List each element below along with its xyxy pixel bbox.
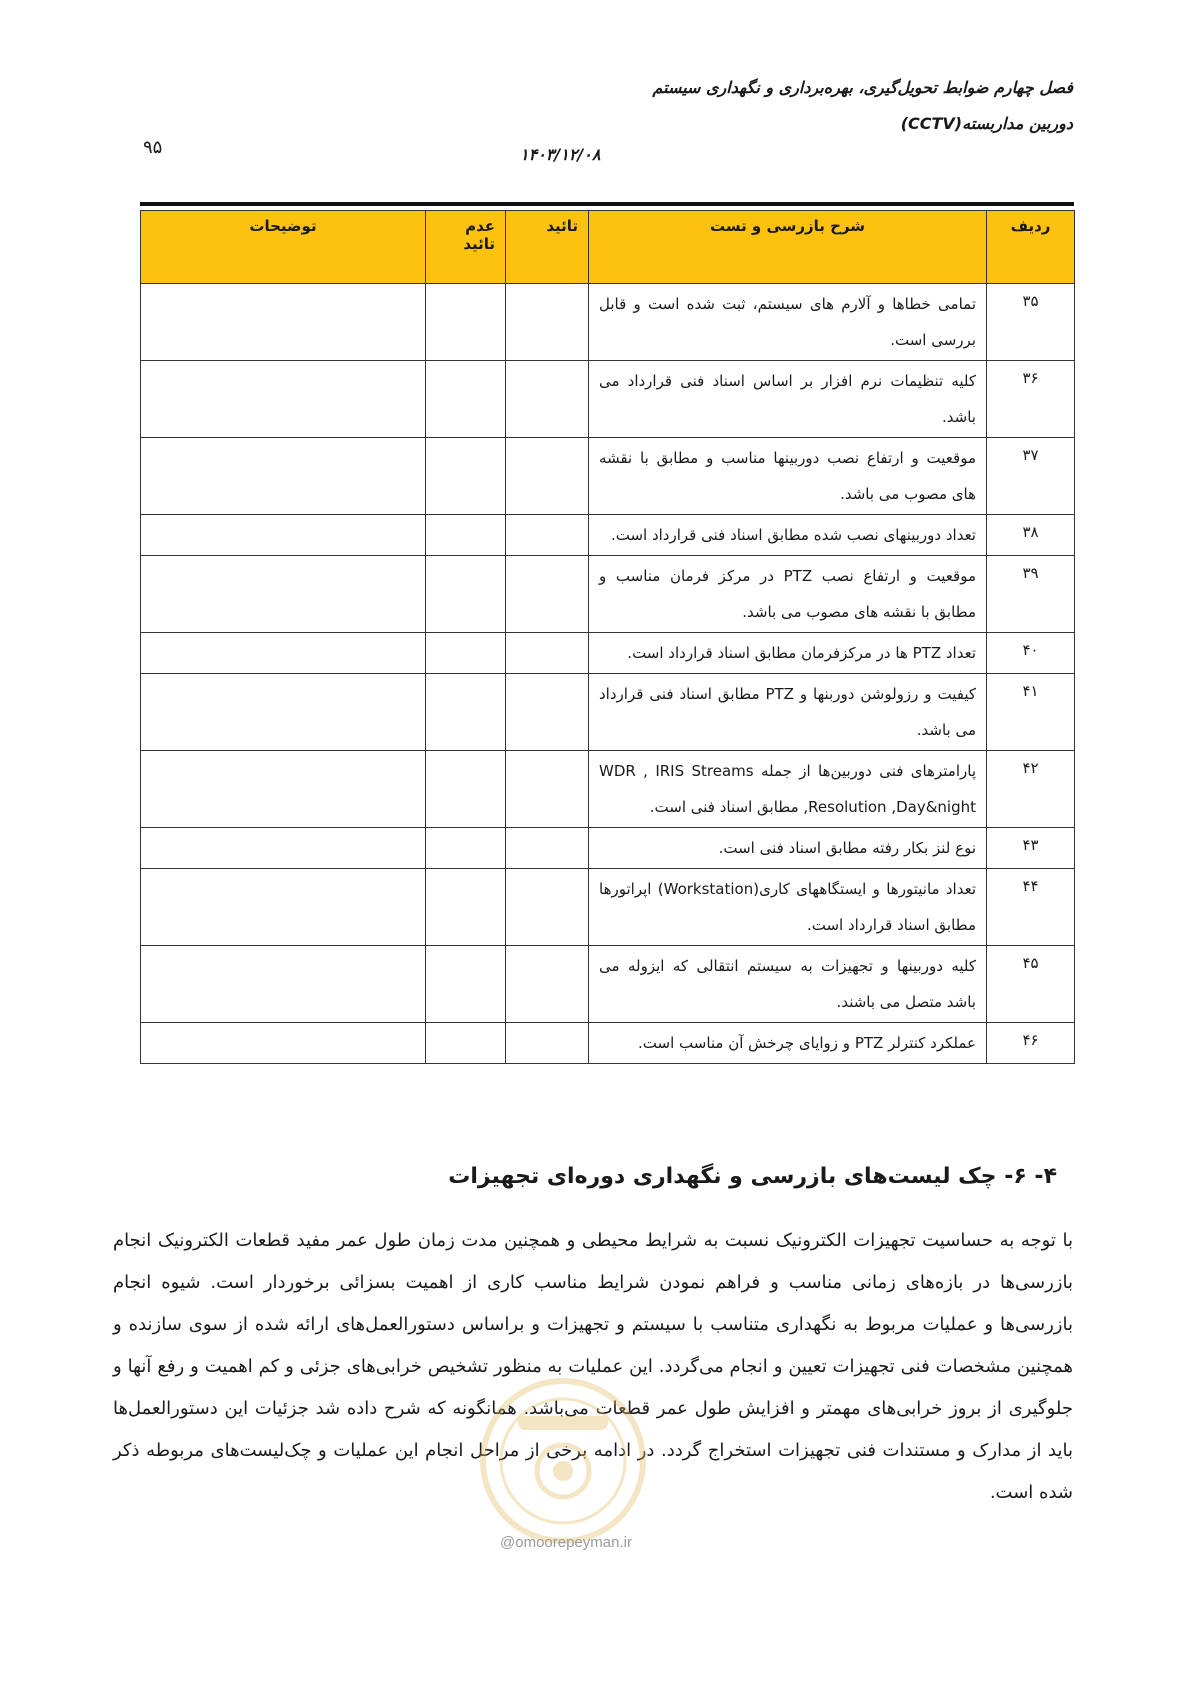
notes-cell xyxy=(141,438,426,515)
inspection-checklist-table xyxy=(140,210,1075,1064)
chapter-title: فصل چهارم ضوابط تحویل‌گیری، بهره‌برداری و نگهداری سیستم xyxy=(652,78,1073,97)
column-header-row-number: ردیف xyxy=(987,211,1075,284)
description-cell: موقعیت و ارتفاع نصب PTZ در مرکز فرمان مناسب و مطابق با نقشه های مصوب می باشد. xyxy=(589,556,987,633)
description-cell: کلیه تنظیمات نرم افزار بر اساس اسناد فنی قرارداد می باشد. xyxy=(589,361,987,438)
table-row xyxy=(141,751,1075,828)
page-number: ۹۵ xyxy=(143,137,163,158)
header-rule xyxy=(140,202,1074,206)
row-number-cell: ۴۴ xyxy=(987,869,1075,946)
row-number-cell: ۳۶ xyxy=(987,361,1075,438)
approved-cell xyxy=(506,946,589,1023)
column-header-approved: تائید xyxy=(506,211,589,284)
approved-cell xyxy=(506,674,589,751)
row-number-cell: ۳۵ xyxy=(987,284,1075,361)
row-number-cell: ۳۷ xyxy=(987,438,1075,515)
description-cell: کیفیت و رزولوشن دوربنها و PTZ مطابق اسناد فنی قرارداد می باشد. xyxy=(589,674,987,751)
table-row xyxy=(141,828,1075,869)
table-row xyxy=(141,515,1075,556)
approved-cell xyxy=(506,515,589,556)
notes-cell xyxy=(141,751,426,828)
description-cell: کلیه دوربینها و تجهیزات به سیستم انتقالی که ایزوله می باشد متصل می باشند. xyxy=(589,946,987,1023)
notes-cell xyxy=(141,633,426,674)
not-approved-cell xyxy=(426,556,506,633)
column-header-notes: توضیحات xyxy=(141,211,426,284)
not-approved-cell xyxy=(426,674,506,751)
table-row xyxy=(141,361,1075,438)
section-paragraph: با توجه به حساسیت تجهیزات الکترونیک نسبت به شرایط محیطی و همچنین مدت زمان طول عمر مفید قطعات الکترونیک انجام بازرسی‌ها در بازه‌های زمانی مناسب و فراهم نمودن شرایط مناسب کاری از اهمیت بسزائی برخوردار است. شیوه انجام بازرسی‌ها و عملیات مربوط به نگهداری متناسب با سیستم و تجهیزات و براساس دستورالعمل‌های ارائه شده از سوی سازنده و همچنین مشخصات فنی تجهیزات تعیین و انجام می‌گردد. این عملیات به منظور تشخیص خرابی‌های جزئی و کم اهمیت و رفع آنها و جلوگیری از بروز خرابی‌های مهمتر و افزایش طول عمر قطعات می‌باشد. همانگونه که شرح داده شد جزئیات این دستورالعمل‌ها باید از مدارک و مستندات فنی تجهیزات استخراج گردد. در ادامه برخی از مراحل انجام این عملیات و چک‌لیست‌های مربوطه ذکر شده است. xyxy=(113,1230,1073,1503)
notes-cell xyxy=(141,869,426,946)
approved-cell xyxy=(506,556,589,633)
description-cell: موقعیت و ارتفاع نصب دوربینها مناسب و مطابق با نقشه های مصوب می باشد. xyxy=(589,438,987,515)
description-cell: پارامترهای فنی دوربین‌ها از جمله WDR , IRIS Streams ,Resolution ,Day&night مطابق اسناد فنی است. xyxy=(589,751,987,828)
not-approved-cell xyxy=(426,438,506,515)
table-row xyxy=(141,946,1075,1023)
chapter-subtitle: دوربین مداربسته(CCTV) xyxy=(900,114,1073,133)
table-row xyxy=(141,674,1075,751)
row-number-cell: ۳۹ xyxy=(987,556,1075,633)
not-approved-cell xyxy=(426,361,506,438)
watermark-text: @omoorepeyman.ir xyxy=(500,1534,632,1551)
approved-cell xyxy=(506,361,589,438)
document-date: ۱۴۰۳/۱۲/۰۸ xyxy=(520,145,601,164)
section-heading: ۴- ۶- چک لیست‌های بازرسی و نگهداری دوره‌ای تجهیزات xyxy=(448,1164,1057,1189)
column-header-description: شرح بازرسی و تست xyxy=(589,211,987,284)
row-number-cell: ۴۶ xyxy=(987,1023,1075,1064)
not-approved-cell xyxy=(426,869,506,946)
table-row xyxy=(141,633,1075,674)
description-cell: تعداد PTZ ها در مرکزفرمان مطابق اسناد قرارداد است. xyxy=(589,633,987,674)
notes-cell xyxy=(141,515,426,556)
notes-cell xyxy=(141,361,426,438)
approved-cell xyxy=(506,1023,589,1064)
description-cell: تمامی خطاها و آلارم های سیستم، ثبت شده است و قابل بررسی است. xyxy=(589,284,987,361)
approved-cell xyxy=(506,633,589,674)
description-cell: عملکرد کنترلر PTZ و زوایای چرخش آن مناسب است. xyxy=(589,1023,987,1064)
row-number-cell: ۴۵ xyxy=(987,946,1075,1023)
description-cell: تعداد مانیتورها و ایستگاههای کاری(Workstation) اپراتورها مطابق اسناد قرارداد است. xyxy=(589,869,987,946)
approved-cell xyxy=(506,828,589,869)
notes-cell xyxy=(141,556,426,633)
not-approved-cell xyxy=(426,828,506,869)
not-approved-cell xyxy=(426,1023,506,1064)
table-row xyxy=(141,556,1075,633)
notes-cell xyxy=(141,1023,426,1064)
row-number-cell: ۴۱ xyxy=(987,674,1075,751)
column-header-not-approved: عدم تائید xyxy=(426,211,506,284)
table-row xyxy=(141,869,1075,946)
notes-cell xyxy=(141,828,426,869)
description-cell: تعداد دوربینهای نصب شده مطابق اسناد فنی قرارداد است. xyxy=(589,515,987,556)
row-number-cell: ۴۲ xyxy=(987,751,1075,828)
approved-cell xyxy=(506,869,589,946)
table-row xyxy=(141,284,1075,361)
approved-cell xyxy=(506,438,589,515)
notes-cell xyxy=(141,946,426,1023)
not-approved-cell xyxy=(426,284,506,361)
not-approved-cell xyxy=(426,633,506,674)
description-cell: نوع لنز بکار رفته مطابق اسناد فنی است. xyxy=(589,828,987,869)
not-approved-cell xyxy=(426,946,506,1023)
approved-cell xyxy=(506,284,589,361)
row-number-cell: ۴۳ xyxy=(987,828,1075,869)
table-header-row xyxy=(141,211,1075,284)
not-approved-cell xyxy=(426,515,506,556)
notes-cell xyxy=(141,674,426,751)
not-approved-cell xyxy=(426,751,506,828)
row-number-cell: ۳۸ xyxy=(987,515,1075,556)
approved-cell xyxy=(506,751,589,828)
table-row xyxy=(141,438,1075,515)
notes-cell xyxy=(141,284,426,361)
table-row xyxy=(141,1023,1075,1064)
row-number-cell: ۴۰ xyxy=(987,633,1075,674)
